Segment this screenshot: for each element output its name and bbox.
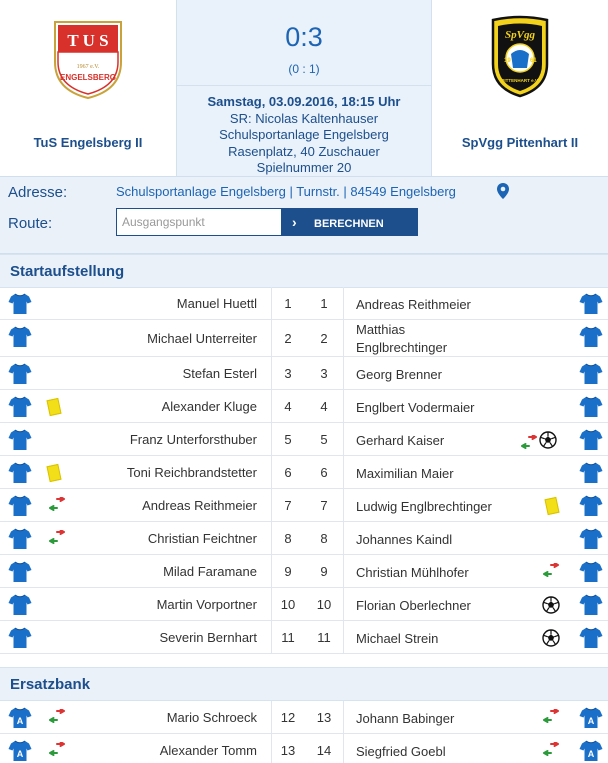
away-team-box[interactable] — [432, 0, 608, 176]
away-team-crest-icon — [489, 14, 551, 98]
away-player-name[interactable] — [356, 630, 438, 648]
home-team-crest-icon — [51, 18, 125, 100]
home-player-number: 13 — [280, 743, 296, 758]
lineup-row — [0, 489, 608, 522]
away-shirt-icon — [579, 461, 603, 485]
yellow-card-icon — [46, 397, 61, 415]
home-event — [48, 530, 66, 547]
home-player-number: 7 — [284, 498, 292, 513]
away-player-name[interactable] — [356, 564, 469, 582]
away-player-name[interactable] — [356, 399, 475, 417]
away-player-name-text: Georg Brenner — [356, 367, 442, 382]
away-player-number: 7 — [320, 498, 328, 513]
column-divider — [343, 522, 344, 554]
away-event — [546, 497, 558, 514]
home-player-number: 8 — [284, 531, 292, 546]
bench-row — [0, 701, 608, 734]
substitution-icon — [48, 530, 66, 544]
substitution-icon — [48, 742, 66, 756]
home-shirt-icon — [8, 593, 32, 617]
away-player-name-text: Matthias — [356, 322, 406, 337]
goal-ball-icon — [539, 431, 557, 449]
lineup-row — [0, 287, 608, 320]
address-label: Adresse: — [8, 184, 68, 201]
score-panel — [176, 0, 432, 176]
away-shirt-icon — [579, 739, 603, 763]
home-shirt-icon — [8, 739, 32, 763]
away-shirt-icon — [579, 292, 603, 316]
away-player-number: 11 — [317, 630, 331, 645]
column-divider — [343, 555, 344, 587]
away-player-name[interactable] — [356, 465, 454, 483]
away-player-number: 9 — [320, 564, 328, 579]
column-divider — [343, 357, 344, 389]
substitution-icon — [520, 435, 538, 449]
away-player-name-text-2: Englbrechtinger — [356, 340, 448, 355]
away-player-name-text: Gerhard Kaiser — [356, 433, 445, 448]
score-area — [177, 0, 431, 86]
substitution-icon — [48, 709, 66, 723]
home-player-name[interactable]: Andreas Reithmeier — [142, 498, 257, 513]
away-player-name-text: Christian Mühlhofer — [356, 565, 469, 580]
away-shirt-icon — [579, 428, 603, 452]
lineup-row — [0, 423, 608, 456]
home-player-name[interactable]: Michael Unterreiter — [147, 331, 257, 346]
away-player-number: 4 — [320, 399, 328, 414]
home-team-box[interactable] — [0, 0, 176, 176]
away-shirt-icon — [579, 325, 603, 349]
away-player-name-text: Englbert Vodermaier — [356, 400, 475, 415]
home-shirt-icon — [8, 461, 32, 485]
away-player-number: 13 — [316, 710, 332, 725]
home-player-number: 10 — [280, 597, 296, 612]
bench-section-title: Ersatzbank — [0, 667, 608, 701]
away-crest-bottom-text: PITTENHART e.V. — [501, 78, 539, 83]
match-header — [0, 0, 608, 176]
venue-details: Rasenplatz, 40 Zuschauer — [228, 143, 380, 159]
home-shirt-icon — [8, 494, 32, 518]
away-player-name-text: Siegfried Goebl — [356, 744, 446, 759]
away-shirt-icon — [579, 362, 603, 386]
away-shirt-icon — [579, 626, 603, 650]
away-player-name[interactable] — [356, 321, 447, 357]
svg-text:A: A — [587, 716, 595, 726]
lineup-row — [0, 555, 608, 588]
lineup-section-title: Startaufstellung — [0, 254, 608, 288]
home-player-name[interactable]: Mario Schroeck — [166, 710, 257, 725]
substitution-icon — [542, 742, 560, 756]
substitution-icon — [48, 497, 66, 511]
away-player-name[interactable] — [356, 531, 452, 549]
svg-text:A: A — [587, 749, 595, 759]
away-player-name[interactable] — [356, 498, 492, 516]
home-player-number: 1 — [284, 296, 292, 311]
home-player-name[interactable]: Manuel Huettl — [176, 296, 257, 311]
game-number: Spielnummer 20 — [256, 160, 352, 175]
column-divider — [343, 390, 344, 422]
home-shirt-icon — [8, 428, 32, 452]
away-crest-right-text: 61 — [530, 58, 537, 64]
away-player-name[interactable] — [356, 743, 446, 761]
away-player-number: 8 — [320, 531, 328, 546]
home-player-number: 12 — [280, 710, 296, 725]
away-shirt-icon — [579, 395, 603, 419]
home-player-name[interactable]: Toni Reichbrandstetter — [126, 465, 257, 480]
home-player-number: 5 — [284, 432, 292, 447]
away-crest-top-text: SpVgg — [505, 29, 535, 41]
away-event — [542, 709, 560, 726]
home-player-number: 2 — [284, 331, 292, 346]
route-start-input[interactable] — [116, 208, 282, 236]
home-event — [48, 497, 66, 514]
away-player-name-text: Ludwig Englbrechtinger — [356, 499, 492, 514]
column-divider — [343, 621, 344, 653]
away-crest-left-text: 19 — [504, 58, 511, 64]
away-player-name-text: Michael Strein — [356, 631, 439, 646]
final-score: 0:3 — [285, 22, 323, 52]
home-shirt-icon — [8, 292, 32, 316]
address-text[interactable]: Schulsportanlage Engelsberg | Turnstr. | 84549 Engelsberg — [116, 184, 456, 199]
calculate-route-button[interactable] — [282, 208, 418, 236]
away-player-name[interactable] — [356, 296, 471, 314]
map-pin-icon[interactable] — [496, 182, 510, 200]
home-player-name[interactable]: Stefan Esterl — [182, 366, 257, 381]
column-divider — [343, 588, 344, 620]
away-player-number: 10 — [316, 597, 332, 612]
column-divider — [343, 701, 344, 733]
lineup-row — [0, 357, 608, 390]
away-player-number: 14 — [316, 743, 332, 758]
match-date: Samstag, 03.09.2016, 18:15 Uhr — [207, 94, 401, 109]
home-team-name[interactable]: TuS Engelsberg II — [33, 135, 143, 150]
home-player-number: 4 — [284, 399, 292, 414]
home-player-name[interactable]: Milad Faramane — [163, 564, 257, 579]
venue-name: Schulsportanlage Engelsberg — [219, 127, 389, 142]
home-player-number: 3 — [284, 366, 292, 381]
away-player-name-text: Johannes Kaindl — [356, 532, 453, 547]
home-event — [48, 398, 60, 415]
chevron-right-icon: › — [292, 214, 297, 230]
home-shirt-icon — [8, 560, 32, 584]
address-route-panel — [0, 176, 608, 254]
home-event — [48, 464, 60, 481]
away-player-name-text: Johann Babinger — [356, 711, 455, 726]
goal-ball-icon — [542, 596, 560, 614]
substitution-icon — [542, 709, 560, 723]
away-event — [542, 742, 560, 759]
home-shirt-icon — [8, 527, 32, 551]
away-player-name[interactable] — [356, 710, 454, 728]
lineup-row — [0, 621, 608, 654]
home-shirt-icon — [8, 325, 32, 349]
home-player-name[interactable]: Christian Feichtner — [147, 531, 257, 546]
bench-row — [0, 734, 608, 763]
home-event — [48, 709, 66, 726]
lineup-row — [0, 522, 608, 555]
away-team-name[interactable]: SpVgg Pittenhart II — [461, 135, 579, 150]
substitution-icon — [542, 563, 560, 577]
column-divider — [343, 423, 344, 455]
svg-text:A: A — [16, 716, 24, 726]
away-player-name-text: Maximilian Maier — [356, 466, 454, 481]
home-shirt-icon — [8, 706, 32, 730]
away-event — [542, 629, 560, 650]
column-divider — [343, 320, 344, 356]
route-label: Route: — [8, 215, 53, 232]
away-player-number: 3 — [320, 366, 328, 381]
goal-ball-icon — [542, 629, 560, 647]
away-player-number: 6 — [320, 465, 328, 480]
yellow-card-icon — [544, 496, 559, 514]
home-shirt-icon — [8, 626, 32, 650]
home-shirt-icon — [8, 362, 32, 386]
away-player-name-text: Andreas Reithmeier — [356, 297, 471, 312]
away-shirt-icon — [579, 593, 603, 617]
yellow-card-icon — [46, 463, 61, 481]
match-info — [177, 94, 431, 177]
lineup-row — [0, 390, 608, 423]
column-divider — [343, 734, 344, 763]
away-event — [520, 431, 557, 452]
halftime-score: (0 : 1) — [288, 62, 320, 76]
home-event — [48, 742, 66, 759]
away-shirt-icon — [579, 560, 603, 584]
referee: SR: Nicolas Kaltenhauser — [229, 110, 379, 126]
away-shirt-icon — [579, 494, 603, 518]
home-player-number: 9 — [284, 564, 292, 579]
away-player-name[interactable] — [356, 366, 442, 384]
home-crest-bottom-text: ENGELSBERG — [59, 73, 117, 82]
away-player-number: 5 — [320, 432, 328, 447]
home-player-name[interactable]: Martin Vorportner — [156, 597, 257, 612]
away-player-name[interactable] — [356, 597, 471, 615]
lineup-row — [0, 456, 608, 489]
column-divider — [343, 287, 344, 319]
away-shirt-icon — [579, 706, 603, 730]
away-shirt-icon — [579, 527, 603, 551]
column-divider — [343, 456, 344, 488]
home-player-name[interactable]: Alexander Tomm — [159, 743, 257, 758]
svg-text:A: A — [16, 749, 24, 759]
lineup-row — [0, 588, 608, 621]
home-player-name[interactable]: Alexander Kluge — [161, 399, 257, 414]
home-shirt-icon — [8, 395, 32, 419]
home-crest-top-text: T U S — [67, 31, 109, 50]
away-player-number: 1 — [320, 296, 328, 311]
home-player-number: 6 — [284, 465, 292, 480]
home-player-name[interactable]: Franz Unterforsthuber — [129, 432, 257, 447]
lineup-row — [0, 320, 608, 357]
away-player-name-text: Florian Oberlechner — [356, 598, 471, 613]
home-player-name[interactable]: Severin Bernhart — [159, 630, 257, 645]
home-crest-year-text: 1967 e.V. — [76, 64, 100, 70]
away-player-number: 2 — [320, 331, 328, 346]
column-divider — [343, 489, 344, 521]
away-player-name[interactable] — [356, 432, 444, 450]
calculate-route-label: BERECHNEN — [314, 218, 384, 230]
home-player-number: 11 — [281, 630, 295, 645]
away-event — [542, 596, 560, 617]
away-event — [542, 563, 560, 580]
